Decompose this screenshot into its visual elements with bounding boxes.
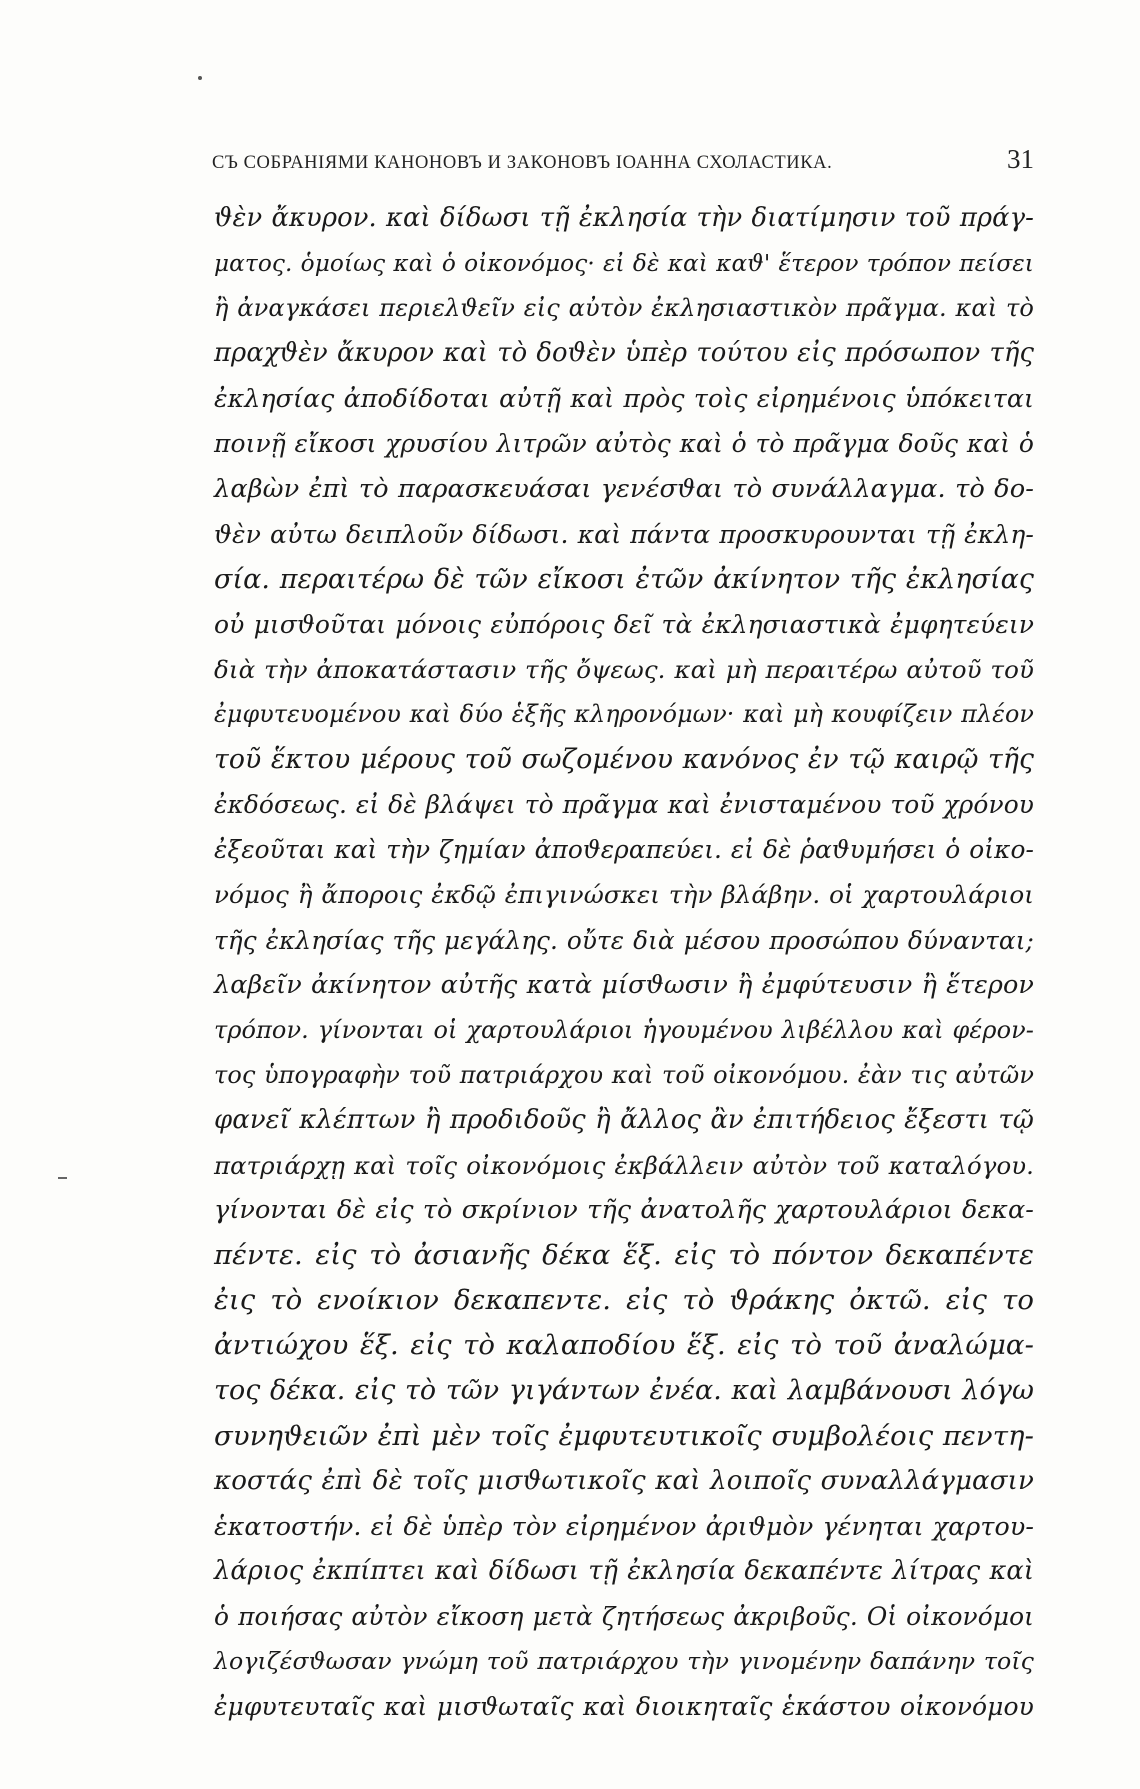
text-line: ἐκλησίας ἀποδίδοται αὐτῇ καὶ πρὸς τοὶς εἰρημένοις ὑπόκειται [214, 384, 1034, 414]
text-line: ἐκδόσεως. εἰ δὲ βλάψει τὸ πρᾶγμα καὶ ἐνισταμένου τοῦ χρόνου [214, 790, 1034, 820]
text-line: κοστάς ἐπὶ δὲ τοῖς μισϑωτικοῖς καὶ λοιποῖς συναλλάγμασιν [214, 1465, 1034, 1496]
text-line: ἑκατοστήν. εἰ δὲ ὑπὲρ τὸν εἰρημένον ἀριϑμὸν γένηται χαρτου- [214, 1510, 1034, 1541]
text-line: σία. περαιτέρω δὲ τῶν εἴκοσι ἐτῶν ἀκίνητον τῆς ἐκλησίας [214, 563, 1034, 595]
text-line: ἐμφυτευταῖς καὶ μισϑωταῖς καὶ διοικηταῖς ἑκάστου οἰκονόμου [214, 1692, 1034, 1722]
print-speck [198, 76, 202, 80]
text-line: διὰ τὴν ἀποκατάστασιν τῆς ὄψεως. καὶ μὴ περαιτέρω αὐτοῦ τοῦ [214, 654, 1034, 684]
text-line: τος δέκα. εἰς τὸ τῶν γιγάντων ἐνέα. καὶ λαμβάνουσι λόγω [214, 1375, 1034, 1407]
text-line: γίνονται δὲ εἰς τὸ σκρίνιον τῆς ἀνατολῆς χαρτουλάριοι δεκα- [214, 1195, 1034, 1226]
text-line: ματος. ὁμοίως καὶ ὁ οἰκονόμος· εἰ δὲ καὶ καϑ' ἕτερον τρόπον πείσει [214, 250, 1034, 278]
text-line: τρόπον. γίνονται οἱ χαρτουλάριοι ἡγουμένου λιβέλλου καὶ φέρον- [214, 1015, 1034, 1044]
text-line: λογιζέσϑωσαν γνώμη τοῦ πατριάρχου τὴν γινομένην δαπάνην τοῖς [214, 1647, 1034, 1675]
text-line: ἐμφυτευομένου καὶ δύο ἑξῆς κληρονόμων· καὶ μὴ κουφίζειν πλέον [214, 700, 1034, 729]
text-line: ϑὲν ἄκυρον. καὶ δίδωσι τῇ ἐκλησία τὴν διατίμησιν τοῦ πράγ- [214, 203, 1034, 233]
text-line: οὐ μισϑοῦται μόνοις εὐπόροις δεῖ τὰ ἐκλησιαστικὰ ἐμφητεύειν [214, 609, 1034, 639]
text-line: ϑὲν αὐτω δειπλοῦν δίδωσι. καὶ πάντα προσκυρουνται τῇ ἐκλη- [214, 519, 1034, 549]
running-head [212, 144, 1034, 184]
margin-mark [58, 1177, 67, 1179]
text-line: λαβεῖν ἀκίνητον αὐτῆς κατὰ μίσϑωσιν ἢ ἐμφύτευσιν ἢ ἕτερον [214, 969, 1034, 1000]
page-number: 31 [1007, 144, 1034, 174]
text-line: τος ὑπογραφὴν τοῦ πατριάρχου καὶ τοῦ οἰκονόμου. ἐὰν τις αὐτῶν [214, 1060, 1034, 1089]
text-line: φανεῖ κλέπτων ἢ προδιδοῦς ἢ ἄλλος ἂν ἐπιτήδειος ἔξεστι τῷ [214, 1104, 1034, 1135]
text-line: λαβὼν ἐπὶ τὸ παρασκευάσαι γενέσϑαι τὸ συνάλλαγμα. τὸ δο- [214, 473, 1034, 504]
text-line: ἐις τὸ ενοίκιον δεκαπεντε. εἰς τὸ ϑράκης ὀκτῶ. εἰς το [214, 1284, 1034, 1317]
body-text [214, 196, 1034, 1729]
text-line: πραχϑὲν ἄκυρον καὶ τὸ δοϑὲν ὑπὲρ τούτου εἰς πρόσωπον τῆς [214, 338, 1034, 369]
text-line: τοῦ ἕκτου μέρους τοῦ σωζομένου κανόνος ἐν τῷ καιρῷ τῆς [214, 744, 1034, 776]
text-line: ὁ ποιήσας αὐτὸν εἴκοση μετὰ ζητήσεως ἀκριβοῦς. Οἱ οἰκονόμοι [214, 1601, 1034, 1631]
running-title: СЪ СОБРАНІЯМИ КАНОНОВЪ И ЗАКОНОВЪ ІОАННА СХОЛАСТИКА. [212, 153, 833, 173]
text-line: πατριάρχῃ καὶ τοῖς οἰκονόμοις ἐκβάλλειν αὐτὸν τοῦ καταλόγου. [214, 1150, 1034, 1180]
text-line: ἢ ἀναγκάσει περιελϑεῖν εἰς αὐτὸν ἐκλησιαστικὸν πρᾶγμα. καὶ τὸ [214, 294, 1034, 323]
text-line: τῆς ἐκλησίας τῆς μεγάλης. οὔτε διὰ μέσου προσώπου δύνανται; [214, 925, 1034, 955]
text-line: ποινῇ εἴκοσι χρυσίου λιτρῶν αὐτὸς καὶ ὁ τὸ πρᾶγμα δοῦς καὶ ὁ [214, 429, 1034, 459]
text-line: συνηϑειῶν ἐπὶ μὲν τοῖς ἐμφυτευτικοῖς συμβολέοις πεντη- [214, 1419, 1034, 1452]
text-line: λάριος ἐκπίπτει καὶ δίδωσι τῇ ἐκλησία δεκαπέντε λίτρας καὶ [214, 1555, 1034, 1586]
text-line: πέντε. εἰς τὸ ἀσιανῆς δέκα ἕξ. εἰς τὸ πόντον δεκαπέντε [214, 1239, 1034, 1272]
text-line: ἀντιώχου ἕξ. εἰς τὸ καλαποδίου ἕξ. εἰς τὸ τοῦ ἀναλώμα- [214, 1329, 1034, 1362]
text-line: νόμος ἢ ἄποροις ἐκδῷ ἐπιγινώσκει τὴν βλάβην. οἱ χαρτουλάριοι [214, 880, 1034, 910]
text-line: ἐξεοῦται καὶ τὴν ζημίαν ἀποϑεραπεύει. εἰ δὲ ῥαϑυμήσει ὁ οἰκο- [214, 835, 1034, 865]
